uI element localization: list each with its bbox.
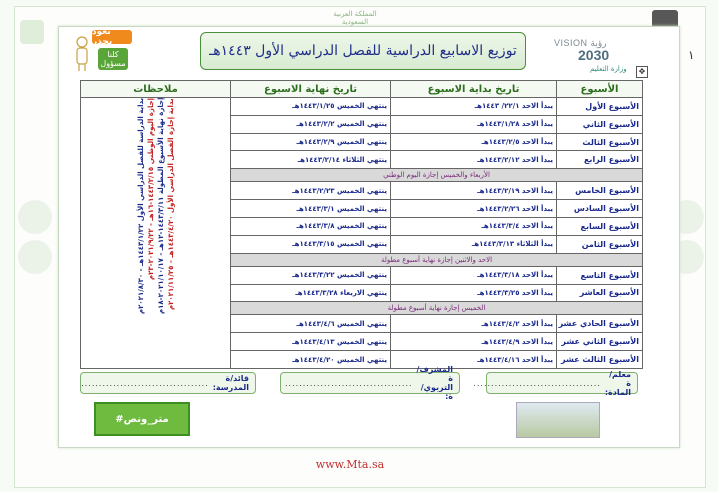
header-start: تاريخ بداية الاسبوع — [391, 81, 557, 98]
note-line: بداية الدراسة للفصل الدراسي الأول ١٤٤٣/١/٢٢هـ - ٢٠٢١/٨/٣٠م — [136, 98, 145, 315]
decor-left-icon — [18, 200, 52, 234]
week-week-cell: الأسبوع الثالث عشر — [557, 351, 643, 369]
teacher-signature[interactable] — [473, 369, 638, 397]
week-start-cell: يبدأ الاحد ١٤٤٣/٢/١٢هـ — [391, 151, 557, 169]
week-week-cell: الأسبوع الثامن — [557, 235, 643, 253]
week-end-cell: ينتهي الاربعاء ١٤٤٣/٣/٢٨هـ — [231, 284, 391, 302]
week-start-cell: يبدأ الاحد ١٤٤٣/٤/١٦هـ — [391, 351, 557, 369]
header-notes: ملاحظات — [81, 81, 231, 98]
notes-cell — [81, 98, 231, 369]
week-end-cell: ينتهي الثلاثاء ١٤٤٣/٢/١٤هـ — [231, 151, 391, 169]
return-carefully-badge: نعود بحذر — [92, 30, 132, 44]
ministry-name: وزارة التعليم — [590, 65, 627, 73]
week-end-cell: ينتهي الخميس ١٤٤٣/٣/١هـ — [231, 200, 391, 218]
week-week-cell: الأسبوع التاسع — [557, 266, 643, 284]
week-start-cell: يبدأ الاحد ١٤٤٣/٢/٥هـ — [391, 133, 557, 151]
all-responsible-badge: كلنا مسؤول — [98, 48, 128, 70]
principal-label: قائد/ة المدرسة: — [212, 374, 249, 392]
week-week-cell: الأسبوع الخامس — [557, 182, 643, 200]
weeks-table-body — [81, 98, 643, 369]
vision-label: VISION رؤية — [554, 38, 607, 48]
supervisor-label: المشرف/ة التربوي/ة: — [416, 365, 453, 401]
week-start-cell: يبدأ الاحد ١٤٤٣/١/٢٨هـ — [391, 115, 557, 133]
week-start-cell: يبدأ الاحد ١٤٤٣/٢/٢٦هـ — [391, 200, 557, 218]
week-start-cell: يبدأ الاحد ١٤٤٣/٣/١٨هـ — [391, 266, 557, 284]
week-week-cell: الأسبوع الثاني — [557, 115, 643, 133]
week-end-cell: ينتهي الخميس ١٤٤٣/٣/٨هـ — [231, 218, 391, 236]
page-title: توزيع الاسابيع الدراسية للفصل الدراسي الأول ١٤٤٣هـ — [200, 32, 526, 70]
students-photo — [516, 402, 600, 438]
note-line: إجازة اليوم الوطني ١٤٤٣/٢/١٥-١٦هـ - ٢٠٢١/٩/٢٢-٢٣م — [146, 98, 155, 281]
week-start-cell: يبدأ الاحد ١٤٤٣/٤/٩هـ — [391, 333, 557, 351]
note-line: إجازة نهاية الأسبوع المطولة ١٤٤٣/٣/١١-١٢هـ - ٢٠٢١/١٠/١٧-١٨م — [156, 98, 165, 315]
footer-site: www.Mta.sa — [315, 458, 385, 471]
note-line: بداية إجازة الفصل الدراسي الأول ١٤٤٣/٤/٢٠هـ - ٢٠٢١/١١/٢٥م — [166, 98, 175, 310]
mosque-icon — [20, 20, 44, 44]
week-week-cell: الأسبوع السادس — [557, 200, 643, 218]
week-end-cell: ينتهي الخميس ١٤٤٣/٢/٩هـ — [231, 133, 391, 151]
week-start-cell: يبدأ الاحد ١٤٤٣/٤/٢هـ — [391, 315, 557, 333]
week-end-cell: ينتهي الخميس ١٤٤٣/١/٢٥هـ — [231, 98, 391, 116]
decor-left-icon — [18, 240, 52, 274]
principal-signature[interactable] — [80, 372, 256, 394]
week-end-cell: ينتهي الخميس ١٤٤٣/٣/١٥هـ — [231, 235, 391, 253]
teacher-label: معلم/ة المادة: — [604, 369, 631, 397]
table-move-handle-icon[interactable]: ✥ — [636, 66, 648, 78]
header-end: تاريخ نهاية الاسبوع — [231, 81, 391, 98]
social-distance-banner: #متر_ونص — [94, 402, 190, 436]
week-week-cell: الأسبوع الرابع — [557, 151, 643, 169]
person-icon — [74, 36, 90, 72]
table-header-row — [81, 81, 643, 98]
week-end-cell: ينتهي الخميس ١٤٤٣/٤/٦هـ — [231, 315, 391, 333]
supervisor-dots: .................................... — [285, 378, 413, 388]
holiday-cell: الأربعاء والخميس إجازة اليوم الوطني — [231, 169, 643, 182]
week-start-cell: يبدأ الاحد ٢٢/١/ ١٤٤٣هـ — [391, 98, 557, 116]
holiday-cell: الخميس إجازة نهاية أسبوع مطولة — [231, 302, 643, 315]
campaign-logo — [82, 27, 132, 74]
week-week-cell: الأسبوع السابع — [557, 218, 643, 236]
holiday-cell: الاحد والاثنين إجازة نهاية أسبوع مطولة — [231, 253, 643, 266]
week-end-cell: ينتهي الخميس ١٤٤٣/٢/٢هـ — [231, 115, 391, 133]
week-week-cell: الأسبوع العاشر — [557, 284, 643, 302]
week-start-cell: يبدأ الاحد ١٤٤٣/٣/٢٥هـ — [391, 284, 557, 302]
header-week: الأسبوع — [557, 81, 643, 98]
week-end-cell: ينتهي الخميس ١٤٤٣/٤/١٣هـ — [231, 333, 391, 351]
page-marker: ١ — [688, 48, 695, 62]
week-week-cell: الأسبوع الثالث — [557, 133, 643, 151]
week-week-cell: الأسبوع الثاني عشر — [557, 333, 643, 351]
week-end-cell: ينتهي الخميس ١٤٤٣/٣/٢٢هـ — [231, 266, 391, 284]
week-row — [81, 98, 643, 116]
ministry-logo — [540, 32, 640, 73]
week-start-cell: يبدأ الاحد ١٤٤٣/٢/١٩هـ — [391, 182, 557, 200]
week-start-cell: يبدأ الثلاثاء ١٤٤٣/٣/١٣هـ — [391, 235, 557, 253]
week-end-cell: ينتهي الخميس ١٤٤٣/٤/٢٠هـ — [231, 351, 391, 369]
teacher-dots: .................................... — [473, 378, 601, 388]
week-end-cell: ينتهي الخميس ١٤٤٣/٢/٢٣هـ — [231, 182, 391, 200]
weeks-table — [80, 80, 643, 369]
notes-text — [136, 98, 176, 368]
week-week-cell: الأسبوع الأول — [557, 98, 643, 116]
vision-year: 2030 — [578, 47, 610, 63]
supervisor-signature[interactable] — [280, 365, 460, 401]
week-week-cell: الأسبوع الحادي عشر — [557, 315, 643, 333]
principal-dots: .................................... — [81, 378, 209, 388]
top-emblem: المملكة العربية السعودية — [333, 10, 377, 26]
week-start-cell: يبدأ الاحد ١٤٤٣/٣/٤هـ — [391, 218, 557, 236]
